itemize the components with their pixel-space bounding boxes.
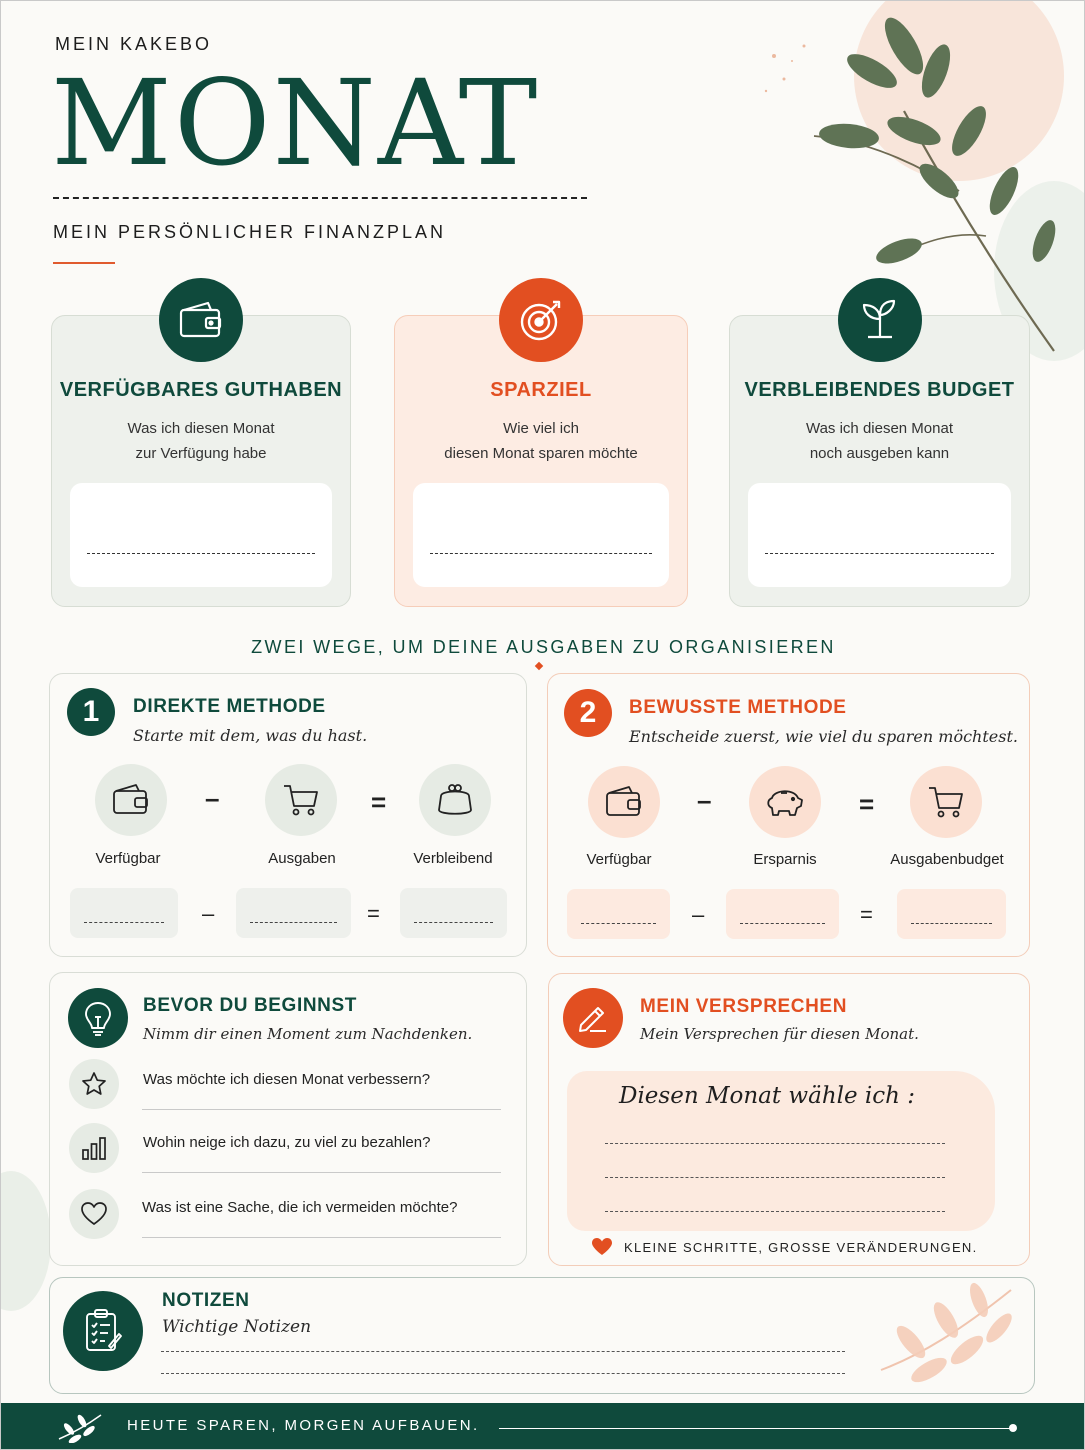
panel-tagline: Nimm dir einen Moment zum Nachdenken. [143,1025,473,1043]
card-description [395,416,687,466]
footer-text: HEUTE SPAREN, MORGEN AUFBAUEN. [127,1417,480,1434]
method-label: Ersparnis [753,851,817,868]
promise-line[interactable] [605,1143,945,1144]
panel-title: MEIN VERSPRECHEN [640,996,848,1017]
sprout-icon [838,278,922,362]
promise-line[interactable] [605,1177,945,1178]
panel-title: BEVOR DU BEGINNST [143,995,357,1016]
method-tagline: Starte mit dem, was du hast. [133,726,368,745]
footer-bar [1,1403,1085,1450]
method-number-badge: 2 [564,689,612,737]
leaf-icon [55,1411,105,1443]
available-balance-field[interactable] [70,483,332,587]
notes-title: NOTIZEN [162,1290,250,1311]
minus-operator: – [202,901,215,926]
method-title: DIREKTE METHODE [133,696,326,717]
notes-line[interactable] [161,1373,845,1374]
method-title: BEWUSSTE METHODE [629,697,847,718]
method-number-badge: 1 [67,688,115,736]
minus-operator: – [697,785,712,815]
card-description [52,416,350,466]
available-input[interactable] [70,888,178,938]
piggy-bank-icon [749,766,821,838]
notes-tagline: Wichtige Notizen [162,1317,312,1337]
minus-operator: – [692,902,705,927]
method-label: Verfügbar [586,851,652,868]
purse-icon [419,764,491,836]
heart-icon [69,1189,119,1239]
equals-operator: = [860,902,873,927]
card-savings-goal [394,315,688,607]
method-label: Verfügbar [95,850,161,867]
card-desc-line: Was ich diesen Monat [805,420,953,437]
equals-operator: = [367,901,380,926]
method-label: Verbleibend [413,850,493,867]
card-available-balance [51,315,351,607]
card-description [730,416,1029,466]
pencil-icon [563,988,623,1048]
footer-divider [499,1428,1011,1429]
cart-icon [910,766,982,838]
question-text: Was möchte ich diesen Monat verbessern? [143,1071,431,1088]
wallet-icon [588,766,660,838]
card-title: VERBLEIBENDES BUDGET [744,379,1015,401]
card-desc-line: diesen Monat sparen möchte [444,445,638,462]
wallet-icon [95,764,167,836]
clipboard-icon [63,1291,143,1371]
target-icon [499,278,583,362]
expenses-input[interactable] [236,888,351,938]
question-text: Was ist eine Sache, die ich vermeiden möchte? [142,1199,458,1216]
title-divider [53,197,587,199]
question-text: Wohin neige ich dazu, zu viel zu bezahlen? [143,1134,431,1151]
method-label: Ausgabenbudget [890,851,1004,868]
savings-goal-field[interactable] [413,483,669,587]
remaining-budget-field[interactable] [748,483,1011,587]
leaf-sprig-decoration [871,1280,1021,1390]
section-title: ZWEI WEGE, UM DEINE AUSGABEN ZU ORGANISIEREN [251,637,836,657]
answer-line[interactable] [142,1109,501,1110]
bar-chart-icon [69,1123,119,1173]
card-title: VERFÜGBARES GUTHABEN [59,379,343,401]
available-input[interactable] [567,889,670,939]
promise-line[interactable] [605,1211,945,1212]
accent-line [53,262,115,264]
wallet-icon [159,278,243,362]
promise-footnote: KLEINE SCHRITTE, GROSSE VERÄNDERUNGEN. [624,1240,978,1255]
star-icon [69,1059,119,1109]
panel-tagline: Mein Versprechen für diesen Monat. [640,1025,919,1043]
answer-line[interactable] [142,1237,501,1238]
diamond-ornament [535,662,543,670]
equals-operator: = [371,787,387,817]
lightbulb-icon [68,988,128,1048]
promise-heading: Diesen Monat wähle ich : [619,1083,916,1109]
notes-line[interactable] [161,1351,845,1352]
method-tagline: Entscheide zuerst, wie viel du sparen möchtest. [629,727,1018,746]
spending-budget-input[interactable] [897,889,1006,939]
cart-icon [265,764,337,836]
card-desc-line: zur Verfügung habe [135,445,267,462]
minus-operator: – [205,783,220,813]
card-remaining-budget [729,315,1030,607]
card-desc-line: noch ausgeben kann [809,445,950,462]
answer-line[interactable] [142,1172,501,1173]
remaining-input[interactable] [400,888,507,938]
kicker: MEIN KAKEBO [55,34,213,54]
heart-icon [592,1238,612,1256]
footer-dot [1009,1424,1017,1432]
page-title: MONAT [51,54,540,192]
page-subtitle: MEIN PERSÖNLICHER FINANZPLAN [53,222,447,242]
card-desc-line: Was ich diesen Monat [127,420,275,437]
card-desc-line: Wie viel ich [503,420,579,437]
equals-operator: = [859,789,875,819]
method-label: Ausgaben [268,850,336,867]
savings-input[interactable] [726,889,839,939]
card-title: SPARZIEL [490,379,592,401]
